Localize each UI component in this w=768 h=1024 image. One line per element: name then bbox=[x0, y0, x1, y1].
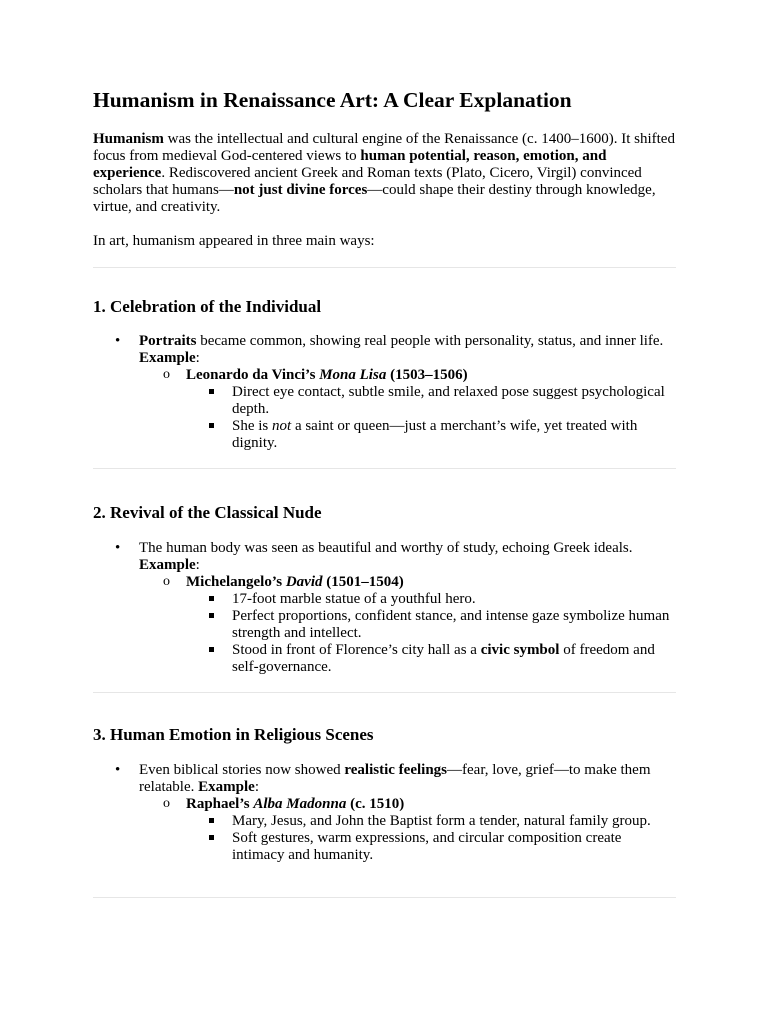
text-run: Perfect proportions, confident stance, and intense gaze symbolize human strength and intellect. bbox=[232, 608, 670, 641]
section-3 bbox=[93, 725, 676, 898]
bullet-icon: • bbox=[115, 540, 121, 556]
bullet-list bbox=[93, 540, 676, 676]
square-bullet-icon bbox=[209, 818, 214, 823]
document-title: Humanism in Renaissance Art: A Clear Explanation bbox=[93, 88, 572, 112]
list-item bbox=[93, 333, 676, 367]
text-run: became common, showing real people with personality, status, and inner life. bbox=[196, 333, 664, 349]
list-item bbox=[93, 591, 676, 608]
list-item bbox=[93, 796, 676, 813]
text-run: Portraits bbox=[139, 333, 197, 349]
text-run: Stood in front of Florence’s city hall as a bbox=[232, 642, 481, 658]
list-item bbox=[93, 608, 676, 642]
list-item bbox=[93, 418, 676, 452]
text-run: Example bbox=[139, 350, 196, 366]
list-item bbox=[93, 762, 676, 796]
bullet-list bbox=[93, 333, 676, 452]
text-run: Example bbox=[139, 557, 196, 573]
intro-paragraph bbox=[93, 131, 676, 216]
text-run: (1501–1504) bbox=[322, 574, 404, 590]
divider bbox=[93, 897, 676, 898]
circle-bullet-icon: o bbox=[163, 367, 170, 382]
bullet-list bbox=[93, 762, 676, 864]
text-run: : bbox=[195, 557, 200, 573]
square-bullet-icon bbox=[209, 423, 214, 428]
intro-lead-in: In art, humanism appeared in three main ways: bbox=[93, 233, 375, 249]
square-bullet-icon bbox=[209, 613, 214, 618]
divider bbox=[93, 267, 676, 268]
divider bbox=[93, 468, 676, 469]
text-run: human potential, reason, emotion, and experience bbox=[93, 148, 607, 181]
text-run: : bbox=[195, 350, 200, 366]
section-2 bbox=[93, 503, 676, 693]
text-run: —could shape their destiny through knowledge, virtue, and creativity. bbox=[93, 182, 656, 215]
section-1 bbox=[93, 297, 676, 469]
circle-bullet-icon: o bbox=[163, 574, 170, 589]
square-bullet-icon bbox=[209, 647, 214, 652]
section-heading: 1. Celebration of the Individual bbox=[93, 297, 322, 316]
square-bullet-icon bbox=[209, 835, 214, 840]
text-run: not just divine forces bbox=[233, 182, 368, 198]
bullet-icon: • bbox=[115, 333, 121, 349]
text-run: : bbox=[254, 779, 259, 795]
text-run: Example bbox=[198, 779, 255, 795]
text-run: (1503–1506) bbox=[386, 367, 468, 383]
section-heading: 3. Human Emotion in Religious Scenes bbox=[93, 725, 374, 744]
list-item bbox=[93, 813, 676, 830]
circle-bullet-icon: o bbox=[163, 796, 170, 811]
text-run: was the intellectual and cultural engine of the Renaissance (c. 1400–1600). It shifted focus from medieval God-centered views to bbox=[93, 131, 675, 164]
text-run: David bbox=[285, 574, 323, 590]
list-item bbox=[93, 574, 676, 591]
text-run: Soft gestures, warm expressions, and circular composition create intimacy and humanity. bbox=[232, 830, 622, 863]
text-run: of freedom and self-governance. bbox=[232, 642, 655, 675]
text-run: realistic feelings bbox=[344, 762, 448, 778]
square-bullet-icon bbox=[209, 596, 214, 601]
text-run: Mona Lisa bbox=[319, 367, 387, 383]
section-heading: 2. Revival of the Classical Nude bbox=[93, 503, 322, 522]
text-run: Michelangelo’s bbox=[186, 574, 286, 590]
list-item bbox=[93, 540, 676, 574]
text-run: Mary, Jesus, and John the Baptist form a tender, natural family group. bbox=[232, 813, 651, 829]
text-run: Alba Madonna bbox=[253, 796, 347, 812]
text-run: . Rediscovered ancient Greek and Roman texts (Plato, Cicero, Virgil) convinced scholars that humans— bbox=[93, 165, 642, 198]
text-run: a saint or queen—just a merchant’s wife, yet treated with dignity. bbox=[232, 418, 638, 451]
text-run: She is bbox=[232, 418, 273, 434]
text-run: Leonardo da Vinci’s bbox=[186, 367, 320, 383]
list-item bbox=[93, 830, 676, 864]
list-item bbox=[93, 384, 676, 418]
text-run: The human body was seen as beautiful and worthy of study, echoing Greek ideals. bbox=[139, 540, 633, 556]
text-run: Raphael’s bbox=[186, 796, 254, 812]
square-bullet-icon bbox=[209, 389, 214, 394]
text-run: civic symbol bbox=[480, 642, 560, 658]
bullet-icon: • bbox=[115, 762, 121, 778]
divider bbox=[93, 692, 676, 693]
text-run: Direct eye contact, subtle smile, and relaxed pose suggest psychological depth. bbox=[232, 384, 665, 417]
text-run: Even biblical stories now showed bbox=[139, 762, 345, 778]
list-item bbox=[93, 367, 676, 384]
list-item bbox=[93, 642, 676, 676]
document-page bbox=[93, 86, 676, 268]
text-run: (c. 1510) bbox=[346, 796, 405, 812]
text-run: Humanism bbox=[93, 131, 164, 147]
text-run: —fear, love, grief—to make them relatable. bbox=[139, 762, 651, 795]
text-run: not bbox=[272, 418, 292, 434]
text-run: 17-foot marble statue of a youthful hero. bbox=[232, 591, 476, 607]
